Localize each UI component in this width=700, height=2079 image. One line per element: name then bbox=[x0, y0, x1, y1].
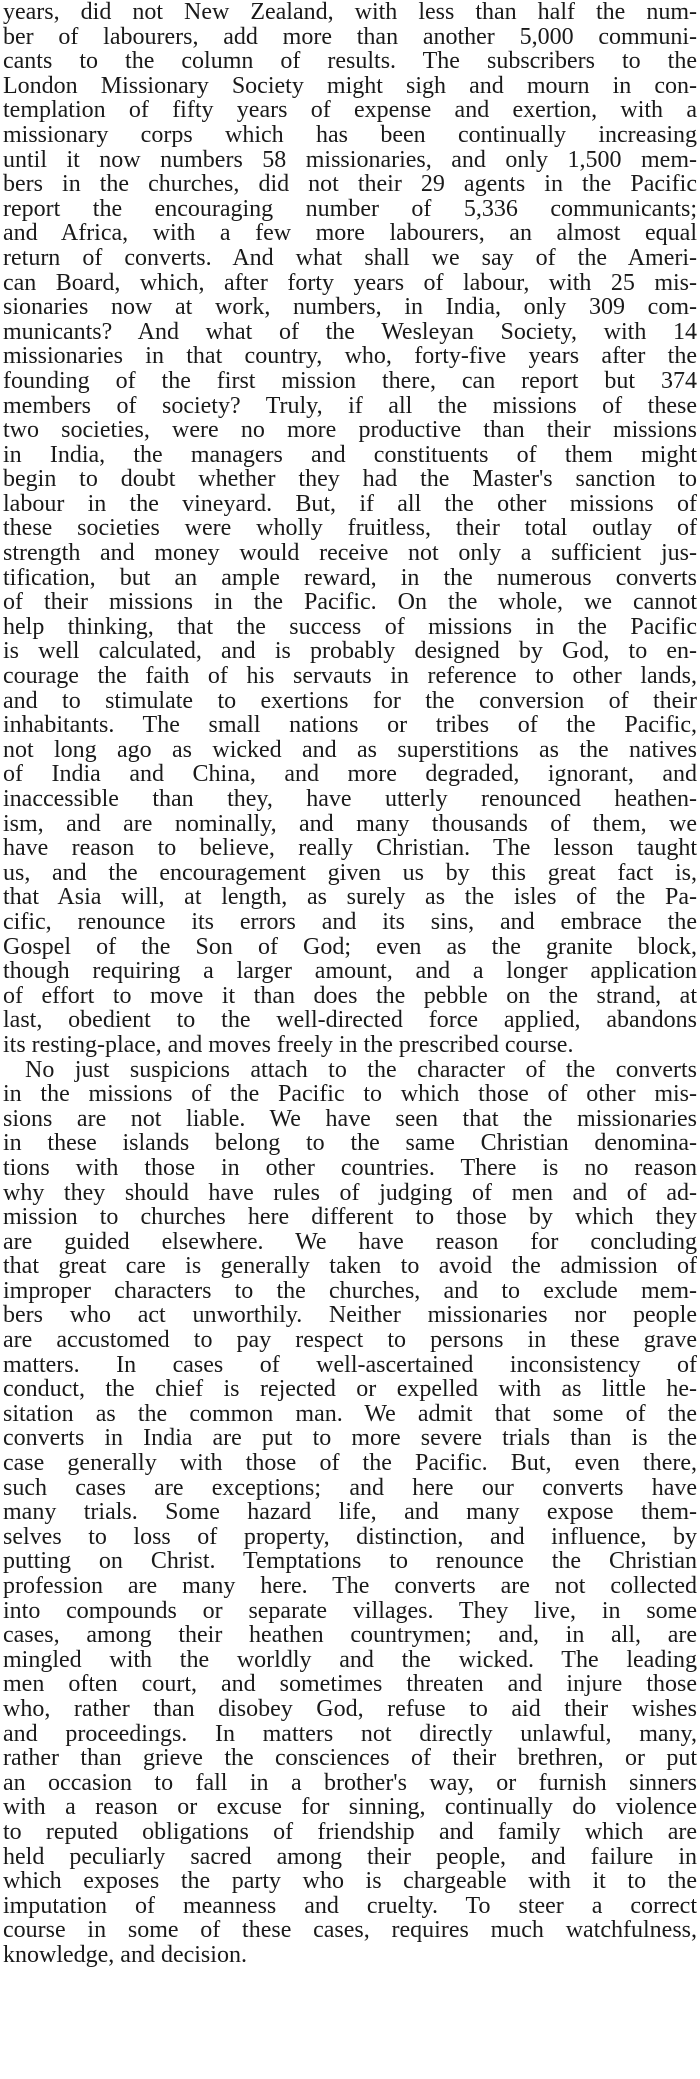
text-line: report the encouraging number of 5,336 communicants; bbox=[3, 196, 697, 222]
text-line: templation of fifty years of expense and exertion, with a bbox=[3, 98, 697, 123]
text-line: and Africa, with a few more labourers, an almost equal bbox=[3, 221, 697, 246]
text-line: cants to the column of results. The subscribers to the bbox=[3, 49, 697, 74]
text-line: members of society? Truly, if all the missions of these bbox=[3, 393, 697, 419]
text-line: years, did not New Zealand, with less than half the num- bbox=[3, 0, 697, 25]
text-line: profession are many here. The converts are not collected bbox=[3, 1574, 697, 1599]
text-line: converts in India are put to more severe trials than is the bbox=[3, 1426, 697, 1452]
text-line: sionaries now at work, numbers, in India, only 309 com- bbox=[3, 295, 697, 320]
text-line: No just suspicions attach to the character of the converts bbox=[25, 1057, 697, 1083]
text-line: bers who act unworthily. Neither missionaries nor people bbox=[3, 1303, 697, 1329]
text-line: its resting-place, and moves freely in the prescribed course. bbox=[3, 1032, 574, 1058]
text-line: held peculiarly sacred among their people, and failure in bbox=[3, 1844, 697, 1870]
text-line: into compounds or separate villages. They live, in some bbox=[3, 1598, 697, 1624]
text-line: why they should have rules of judging of men and of ad- bbox=[3, 1180, 697, 1206]
text-line: rather than grieve the consciences of their brethren, or put bbox=[3, 1746, 697, 1771]
text-line: Gospel of the Son of God; even as the granite block, bbox=[3, 934, 697, 960]
text-line: knowledge, and decision. bbox=[3, 1942, 247, 1968]
text-line: in the missions of the Pacific to which those of other mis- bbox=[3, 1082, 697, 1107]
text-line: of India and China, and more degraded, ignorant, and bbox=[3, 762, 697, 787]
text-line: begin to doubt whether they had the Master's sanction to bbox=[3, 467, 697, 492]
text-line: labour in the vineyard. But, if all the other missions of bbox=[3, 491, 697, 517]
text-line: until it now numbers 58 missionaries, and only 1,500 mem- bbox=[3, 147, 697, 173]
text-line: course in some of these cases, requires much watchfulness, bbox=[3, 1918, 697, 1943]
text-line: founding of the first mission there, can report but 374 bbox=[3, 368, 697, 394]
text-line: of effort to move it than does the pebble on the strand, at bbox=[3, 983, 697, 1009]
text-line: that Asia will, at length, as surely as the isles of the Pa- bbox=[3, 885, 697, 910]
text-line: conduct, the chief is rejected or expelled with as little he- bbox=[3, 1377, 697, 1402]
text-line: to reputed obligations of friendship and family which are bbox=[3, 1819, 697, 1845]
text-line: missionary corps which has been continually increasing bbox=[3, 122, 697, 148]
text-line: us, and the encouragement given us by this great fact is, bbox=[3, 860, 697, 886]
text-line: ism, and are nominally, and many thousands of them, we bbox=[3, 811, 697, 837]
text-line: have reason to believe, really Christian. The lesson taught bbox=[3, 836, 697, 861]
text-line: municants? And what of the Wesleyan Society, with 14 bbox=[3, 319, 697, 345]
text-line: are guided elsewhere. We have reason for concluding bbox=[3, 1229, 697, 1255]
text-line: in India, the managers and constituents of them might bbox=[3, 442, 697, 468]
text-line: not long ago as wicked and as superstitions as the natives bbox=[3, 737, 697, 763]
text-line: are accustomed to pay respect to persons in these grave bbox=[3, 1328, 697, 1353]
text-line: that great care is generally taken to avoid the admission of bbox=[3, 1254, 697, 1279]
text-line: which exposes the party who is chargeable with it to the bbox=[3, 1869, 697, 1894]
text-line: improper characters to the churches, and to exclude mem- bbox=[3, 1278, 697, 1304]
text-line: of their missions in the Pacific. On the whole, we cannot bbox=[3, 590, 697, 615]
text-line: with a reason or excuse for sinning, continually do violence bbox=[3, 1795, 697, 1820]
text-line: tification, but an ample reward, in the numerous converts bbox=[3, 565, 697, 591]
text-line: cific, renounce its errors and its sins, and embrace the bbox=[3, 909, 697, 935]
text-line: an occasion to fall in a brother's way, or furnish sinners bbox=[3, 1770, 697, 1796]
text-line: strength and money would receive not only a sufficient jus- bbox=[3, 541, 697, 566]
paragraph-1 bbox=[3, 0, 697, 1058]
text-line: can Board, which, after forty years of labour, with 25 mis- bbox=[3, 270, 697, 296]
text-line: and to stimulate to exertions for the conversion of their bbox=[3, 688, 697, 714]
text-line: missionaries in that country, who, forty-five years after the bbox=[3, 344, 697, 369]
text-line: these societies were wholly fruitless, their total outlay of bbox=[3, 516, 697, 542]
text-line: and proceedings. In matters not directly unlawful, many, bbox=[3, 1721, 697, 1747]
text-line: mingled with the worldly and the wicked. The leading bbox=[3, 1647, 697, 1673]
text-line: sions are not liable. We have seen that the missionaries bbox=[3, 1106, 697, 1132]
text-line: selves to loss of property, distinction, and influence, by bbox=[3, 1524, 697, 1550]
text-line: imputation of meanness and cruelty. To steer a correct bbox=[3, 1893, 697, 1919]
text-line: cases, among their heathen countrymen; and, in all, are bbox=[3, 1623, 697, 1648]
text-line: bers in the churches, did not their 29 agents in the Pacific bbox=[3, 172, 697, 197]
paragraph-2 bbox=[3, 1058, 697, 1968]
text-line: London Missionary Society might sigh and mourn in con- bbox=[3, 73, 697, 99]
text-line: such cases are exceptions; and here our converts have bbox=[3, 1475, 697, 1501]
text-line: men often court, and sometimes threaten and injure those bbox=[3, 1672, 697, 1697]
text-line: mission to churches here different to those by which they bbox=[3, 1205, 697, 1230]
text-line: inaccessible than they, have utterly renounced heathen- bbox=[3, 787, 697, 812]
text-line: many trials. Some hazard life, and many expose them- bbox=[3, 1500, 697, 1525]
text-line: courage the faith of his servauts in reference to other lands, bbox=[3, 664, 697, 689]
text-line: is well calculated, and is probably designed by God, to en- bbox=[3, 639, 697, 665]
text-line: though requiring a larger amount, and a longer application bbox=[3, 959, 697, 984]
text-line: last, obedient to the well-directed force applied, abandons bbox=[3, 1008, 697, 1033]
text-line: who, rather than disobey God, refuse to aid their wishes bbox=[3, 1696, 697, 1722]
text-line: two societies, were no more productive than their missions bbox=[3, 418, 697, 443]
text-line: putting on Christ. Temptations to renounce the Christian bbox=[3, 1549, 697, 1574]
text-line: tions with those in other countries. There is no reason bbox=[3, 1155, 697, 1181]
text-line: inhabitants. The small nations or tribes of the Pacific, bbox=[3, 713, 697, 738]
text-line: sitation as the common man. We admit that some of the bbox=[3, 1401, 697, 1427]
text-line: return of converts. And what shall we say of the Ameri- bbox=[3, 245, 697, 271]
text-line: case generally with those of the Pacific. But, even there, bbox=[3, 1451, 697, 1476]
text-line: ber of labourers, add more than another 5,000 communi- bbox=[3, 24, 697, 50]
text-line: in these islands belong to the same Christian denomina- bbox=[3, 1131, 697, 1156]
text-line: help thinking, that the success of missions in the Pacific bbox=[3, 614, 697, 640]
text-line: matters. In cases of well-ascertained inconsistency of bbox=[3, 1352, 697, 1378]
